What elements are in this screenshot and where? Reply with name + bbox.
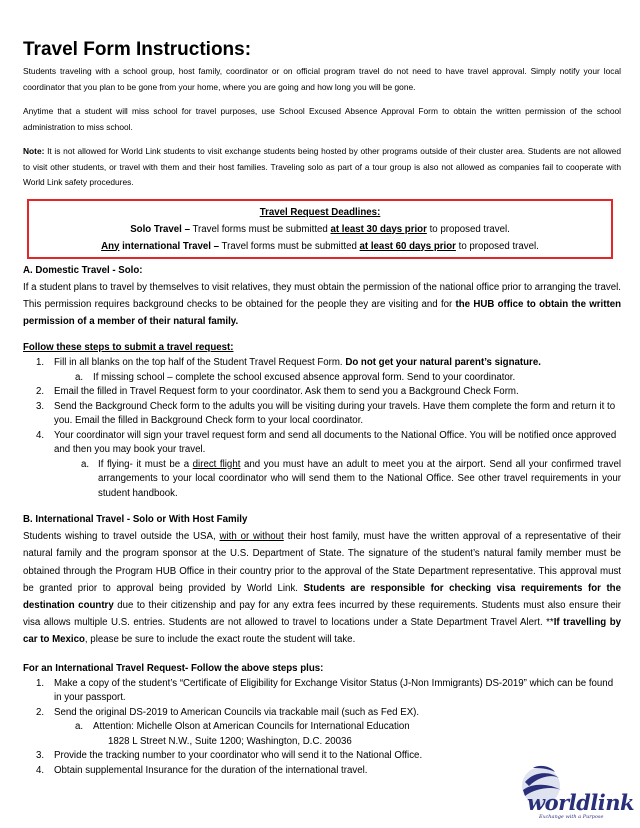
page-title: Travel Form Instructions: (23, 39, 252, 60)
note-label: Note: (23, 146, 45, 156)
domestic-paragraph (23, 279, 621, 331)
deadline-international (29, 238, 611, 255)
domestic-bold: the HUB office to obtain the written permission of a member of their natural family. (23, 298, 621, 327)
worldlink-logo (519, 760, 635, 822)
intl-p3: due to their citizenship and pay for any extra fees incurred by these requirements. Students must also ensure their visa allows multiple U.S. entries. Students are not allowed to travel to locations under a State Department Travel Alert. ** (23, 599, 621, 629)
sub-text: If missing school – complete the school excused absence approval form. Send to your coordinator. (93, 371, 516, 383)
solo-label: Solo Travel – (130, 223, 190, 235)
list-text: Make a copy of the student’s “Certificate of Eligibility for Exchange Visitor Status (J-Non Immigrants) DS-2019” which can be found in your passport. (54, 677, 614, 704)
intl-any: Any (101, 240, 120, 252)
list-number: 3. (36, 400, 45, 412)
intro-paragraph-1: Students traveling with a school group, host family, coordinator or on official program travel do not need to have travel approval. Simply notify your local coordinator that you plan to be gone from your home, where you are going and how long you will be gone. (23, 66, 621, 92)
intl-p3-bold: If travelling by car to Mexico (23, 617, 621, 646)
list-bold: Do not get your natural parent’s signature. (345, 357, 541, 369)
intl-p2-bold: Students are responsible for checking visa requirements for the destination country (23, 582, 621, 611)
intl-p1: Students wishing to travel outside the USA, (23, 531, 220, 543)
logo-text: worldlink (527, 790, 635, 815)
logo-tagline: Exchange with a Purpose (539, 814, 604, 820)
list-item (23, 385, 621, 400)
intl-label: international Travel – (119, 240, 220, 252)
list-subitem (23, 458, 621, 502)
deadlines-title: Travel Request Deadlines: (259, 206, 381, 218)
sub-number: a. (75, 371, 84, 383)
domestic-text: If a student plans to travel by themselves to visit relatives, they must obtain the permission of the national office prior to arranging the travel. This permission requires background checks to be obtained for the people they are visiting and for (23, 281, 621, 310)
list-text: Obtain supplemental Insurance for the duration of the international travel. (54, 764, 368, 776)
solo-text: Travel forms must be submitted (189, 223, 331, 235)
intl-end: to proposed travel. (455, 240, 539, 252)
list-text: Fill in all blanks on the top half of the Student Travel Request Form. (54, 357, 346, 369)
list-number: 3. (36, 750, 45, 762)
sub-text: Attention: Michelle Olson at American Councils for International Education (93, 721, 410, 733)
note-text: It is not allowed for World Link students to visit exchange students being hosted by other programs outside of their cluster area. Students are not allowed to visit other students, or travel with them and their host families. Traveling solo as part of a tour group is also not allowed as companies fail to cooperate with World Link safety procedures. (23, 146, 621, 187)
sub-text: If flying- it must be a (98, 458, 193, 470)
list-item (23, 677, 621, 706)
list-number: 4. (36, 764, 45, 776)
international-heading: B. International Travel - Solo or With Host Family (23, 514, 248, 526)
sub-number: a. (81, 458, 90, 470)
list-number: 4. (36, 429, 45, 441)
list-number: 1. (36, 357, 45, 369)
list-item (23, 400, 621, 429)
intro-paragraph-2: Anytime that a student will miss school for travel purposes, use School Excused Absence Approval Form to obtain the written permission of the school administration to miss school. (23, 106, 621, 132)
intl-p1-underline: with or without (219, 531, 284, 543)
intl-text: Travel forms must be submitted (219, 240, 360, 252)
document-page (23, 38, 621, 778)
deadline-solo (29, 221, 611, 238)
domestic-heading: A. Domestic Travel - Solo: (23, 264, 143, 276)
deadlines-box (27, 199, 613, 259)
list-item (23, 706, 621, 721)
solo-days: at least 30 days prior (330, 223, 427, 235)
sub-number: a. (75, 721, 84, 733)
list-number: 1. (36, 677, 45, 689)
list-item (23, 429, 621, 458)
list-number: 2. (36, 706, 45, 718)
list-subitem (23, 720, 621, 735)
list-subitem (23, 371, 621, 386)
intl-p4: , please be sure to include the exact route the student will take. (84, 634, 356, 646)
international-paragraph (23, 528, 621, 648)
intl-steps-heading: For an International Travel Request- Follow the above steps plus: (23, 662, 324, 674)
steps-heading: Follow these steps to submit a travel request: (23, 342, 234, 354)
list-text: Provide the tracking number to your coordinator who will send it to the National Office. (54, 750, 423, 762)
sub-underline: direct flight (192, 458, 241, 470)
intl-p2: their host family, must have the written approval of a representative of their natural family and the program sponsor at the U.S. Department of State. The signature of the student’s natural family member must be obtained through the Program HUB Office in their country prior to the approval of the State Department representative. This approval must be granted prior to approval being provided by World Link. (23, 531, 622, 594)
list-text: Email the filled in Travel Request form to your coordinator. Ask them to send you a Background Check Form. (54, 386, 519, 398)
intl-days: at least 60 days prior (359, 240, 456, 252)
list-text: Send the Background Check form to the adults you will be visiting during your travels. Have them complete the form and return it to you. Email the filled in Background Check form to your local coordinator. (54, 400, 616, 427)
list-text: Send the original DS-2019 to American Councils via trackable mail (such as Fed EX). (54, 706, 420, 718)
list-text: Your coordinator will sign your travel request form and send all documents to the National Office. You will be notified once approved and then you may book your travel. (54, 429, 617, 456)
sub-text-end: and you must have an adult to meet you at the airport. Send all your confirmed travel arrangements to your local coordinator who will send them to the National Office. See other travel requirements in your student handbook. (98, 458, 622, 499)
solo-end: to proposed travel. (426, 223, 510, 235)
list-number: 2. (36, 386, 45, 398)
list-item (23, 356, 621, 371)
note-paragraph (23, 144, 621, 191)
address-line: 1828 L Street N.W., Suite 1200; Washington, D.C. 20036 (108, 735, 352, 747)
